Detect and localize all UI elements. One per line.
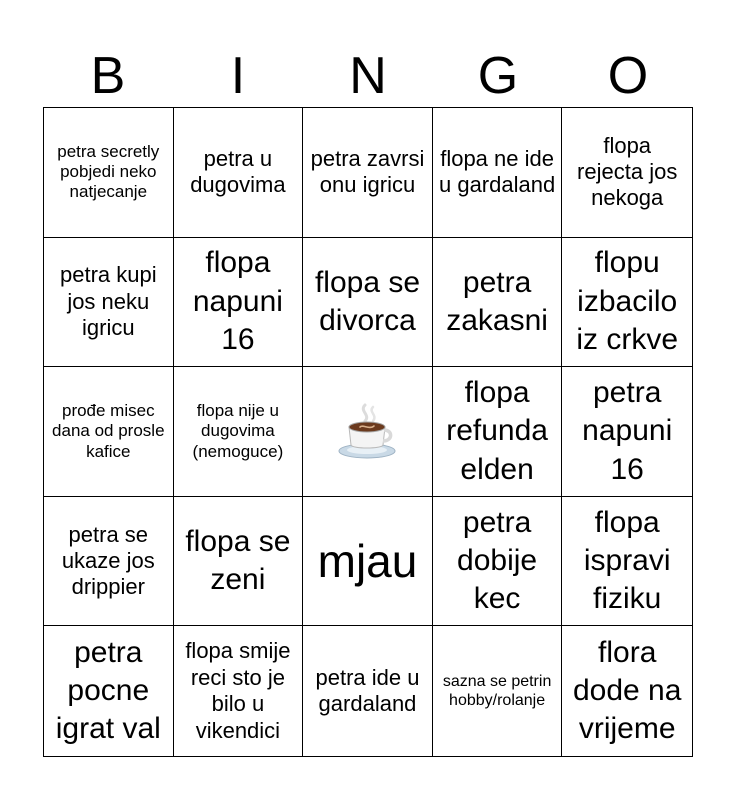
cell-text: petra secretly pobjedi neko natjecanje xyxy=(57,141,160,202)
cell-text: flopu izbacilo iz crkve xyxy=(576,246,679,357)
coffee-cup-icon xyxy=(335,399,399,463)
cell-text: petra pocne igrat val xyxy=(55,635,161,746)
header-letter-n: N xyxy=(349,47,387,105)
cell-text: prođe misec dana od prosle kafice xyxy=(52,400,165,461)
bingo-cell[interactable] xyxy=(433,238,563,368)
cell-text: mjau xyxy=(317,534,418,587)
cell-text: petra dobije kec xyxy=(457,505,538,616)
header-letter-g: G xyxy=(477,47,519,105)
cell-text: flopa nije u dugovima (nemoguce) xyxy=(192,400,284,461)
bingo-board xyxy=(43,107,693,757)
bingo-cell[interactable] xyxy=(44,497,174,627)
bingo-cell[interactable] xyxy=(303,497,433,627)
bingo-cell[interactable] xyxy=(44,626,174,756)
bingo-cell[interactable] xyxy=(303,626,433,756)
cell-text: petra u dugovima xyxy=(190,145,286,198)
bingo-cell[interactable] xyxy=(562,367,692,497)
bingo-cell[interactable] xyxy=(433,108,563,238)
bingo-cell[interactable] xyxy=(433,497,563,627)
bingo-cell[interactable] xyxy=(44,367,174,497)
bingo-cell[interactable] xyxy=(562,497,692,627)
cell-text: flopa se divorca xyxy=(314,265,421,337)
free-space-cell[interactable] xyxy=(303,367,433,497)
bingo-cell[interactable] xyxy=(174,238,304,368)
cell-text: petra kupi jos neku igricu xyxy=(59,262,157,341)
bingo-cell[interactable] xyxy=(303,238,433,368)
bingo-cell[interactable] xyxy=(44,108,174,238)
bingo-cell[interactable] xyxy=(174,497,304,627)
cell-text: petra zavrsi onu igricu xyxy=(310,145,425,198)
bingo-cell[interactable] xyxy=(174,626,304,756)
cell-text: petra se ukaze jos drippier xyxy=(61,521,155,600)
cell-text: flopa rejecta jos nekoga xyxy=(577,132,678,211)
bingo-cell[interactable] xyxy=(174,108,304,238)
cell-text: sazna se petrin hobby/rolanje xyxy=(442,673,552,710)
cell-text: flopa smije reci sto je bilo u vikendici xyxy=(185,638,291,743)
cell-text: flopa ne ide u gardaland xyxy=(438,145,556,198)
cell-text: flopa ispravi fiziku xyxy=(583,505,671,616)
cell-text: petra ide u gardaland xyxy=(315,664,420,717)
cell-text: flopa napuni 16 xyxy=(192,246,283,357)
bingo-cell[interactable] xyxy=(174,367,304,497)
bingo-cell[interactable] xyxy=(562,626,692,756)
cell-text: flopa se zeni xyxy=(185,524,291,597)
cell-text: petra zakasni xyxy=(446,265,548,337)
bingo-cell[interactable] xyxy=(562,238,692,368)
bingo-cell[interactable] xyxy=(303,108,433,238)
cell-text: petra napuni 16 xyxy=(582,375,673,486)
bingo-cell[interactable] xyxy=(562,108,692,238)
header-letter-i: I xyxy=(230,47,246,105)
bingo-cell[interactable] xyxy=(433,626,563,756)
bingo-header xyxy=(43,44,693,108)
header-letter-b: B xyxy=(90,47,126,105)
bingo-cell[interactable] xyxy=(433,367,563,497)
cell-text: flopa refunda elden xyxy=(446,375,548,486)
cell-text: flora dode na vrijeme xyxy=(572,635,682,746)
header-letter-o: O xyxy=(607,47,649,105)
bingo-cell[interactable] xyxy=(44,238,174,368)
